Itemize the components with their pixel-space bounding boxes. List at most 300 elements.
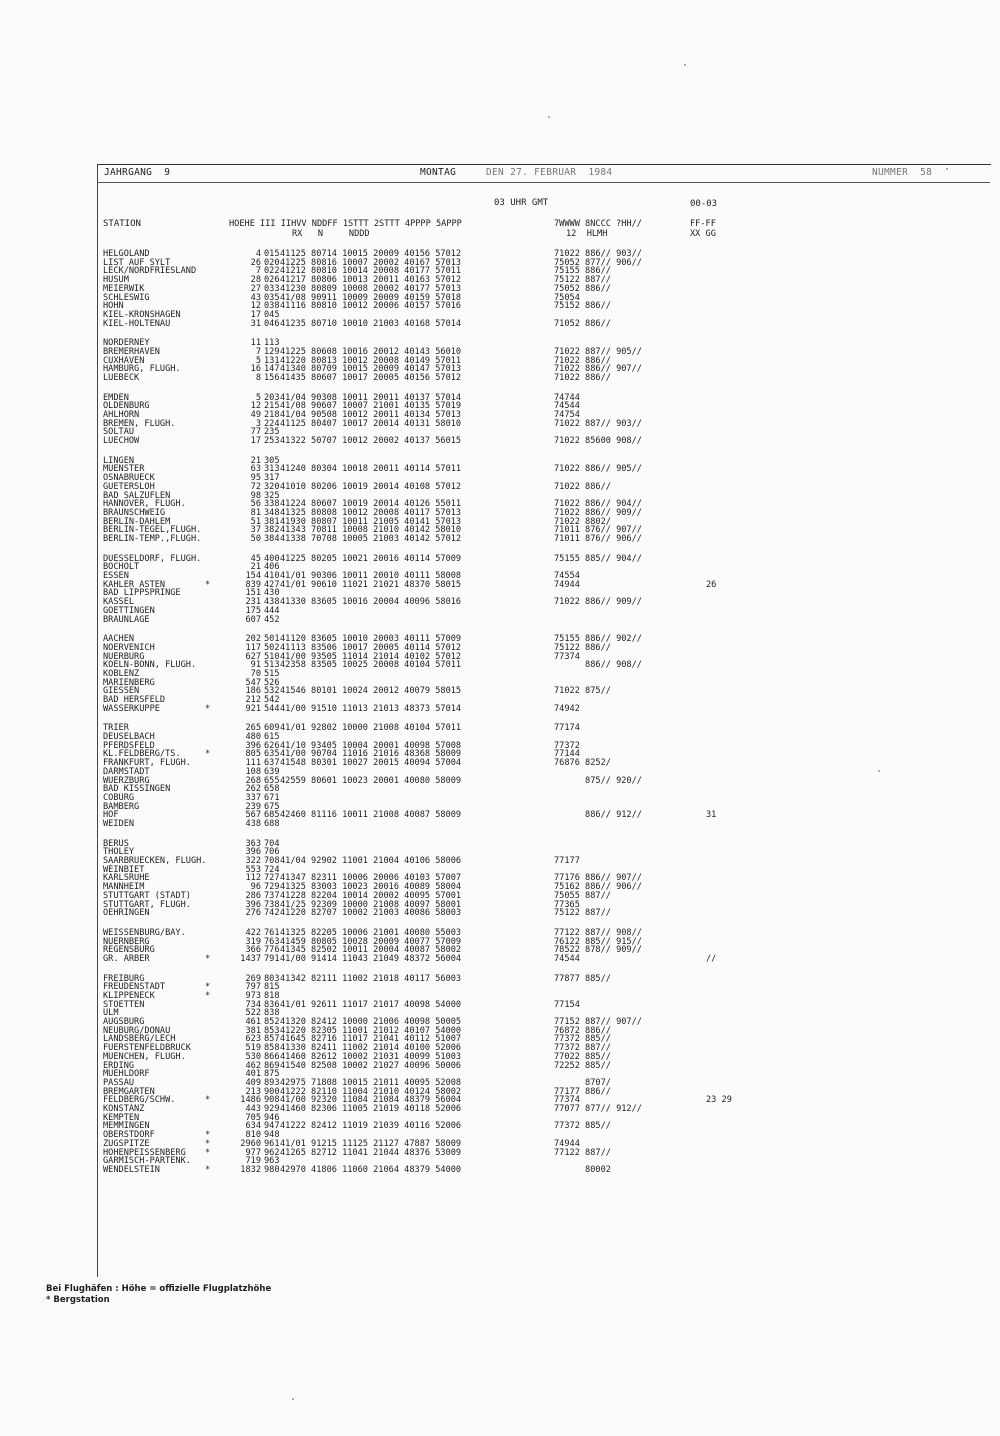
code-groups: 41220 80813 10012 20008 40149 57011 bbox=[280, 355, 462, 366]
station-index: 869 bbox=[264, 1060, 280, 1071]
observation-groups: 74944 bbox=[554, 1138, 580, 1149]
station-height: 154 bbox=[245, 571, 261, 581]
station-height: 27 bbox=[250, 283, 261, 294]
code-groups: 41220 82305 11001 21012 40107 54000 bbox=[280, 1025, 462, 1036]
station-name: NEUBURG/DONAU bbox=[103, 1025, 171, 1036]
station-height: 530 bbox=[245, 1051, 261, 1062]
station-index: 893 bbox=[264, 1077, 280, 1088]
station-name: ERDING bbox=[103, 1060, 135, 1071]
station-name: BERLIN-TEGEL,FLUGH. bbox=[103, 525, 202, 536]
station-height: 409 bbox=[245, 1077, 261, 1088]
observation-groups: 8707/ bbox=[554, 1077, 611, 1088]
code-groups: 41/00 91510 11013 21013 48373 57014 bbox=[280, 703, 462, 714]
station-height: 112 bbox=[245, 873, 261, 884]
observation-groups: 74944 bbox=[554, 579, 580, 590]
observation-groups: 74544 bbox=[554, 401, 580, 412]
station-height: 98 bbox=[250, 490, 261, 501]
station-name: OSNABRUECK bbox=[103, 473, 155, 484]
station-name: HOHENPEISSENBERG bbox=[103, 1147, 186, 1158]
observation-groups: 78522 878// 909// bbox=[554, 945, 642, 956]
mountain-marker: * bbox=[205, 1164, 211, 1175]
station-index: 406 bbox=[264, 562, 280, 573]
station-index: 671 bbox=[264, 792, 280, 803]
code-groups: 41125 80407 10017 20014 40131 58010 bbox=[280, 418, 462, 429]
station-name: AUGSBURG bbox=[103, 1017, 145, 1027]
station-name: OEHRINGEN bbox=[103, 908, 150, 919]
code-groups: 41222 82110 11004 21010 40124 58002 bbox=[280, 1086, 462, 1097]
code-groups: 41546 80101 10024 20012 40079 58015 bbox=[280, 686, 462, 697]
observation-groups: 77122 887// bbox=[554, 1147, 611, 1158]
code-groups: 41225 80816 10007 20002 40167 57013 bbox=[280, 257, 462, 268]
station-name: TRIER bbox=[103, 723, 129, 734]
station-index: 224 bbox=[264, 418, 280, 429]
observation-groups: 71022 875// bbox=[554, 686, 611, 697]
station-name: LUEBECK bbox=[103, 373, 140, 383]
station-column-header: STATION bbox=[103, 219, 141, 229]
station-height: 269 bbox=[245, 973, 261, 984]
station-index: 026 bbox=[264, 275, 280, 286]
observation-groups: 77022 885// bbox=[554, 1051, 611, 1062]
observation-groups: 71022 85600 908// bbox=[554, 436, 642, 447]
station-name: DUESSELDORF, FLUGH. bbox=[103, 553, 202, 564]
code-groups: 42358 83505 10025 20008 40104 57011 bbox=[280, 660, 462, 671]
observation-groups: 74554 bbox=[554, 571, 580, 581]
station-index: 776 bbox=[264, 945, 280, 956]
station-name: NORDERNEY bbox=[103, 338, 150, 349]
station-index: 900 bbox=[264, 1086, 280, 1097]
extra-values: 26 bbox=[706, 579, 717, 590]
station-name: PASSAU bbox=[103, 1077, 135, 1088]
station-name: OBERSTDORF bbox=[103, 1130, 155, 1141]
code-groups: 41330 82411 11002 21014 40100 52006 bbox=[280, 1043, 462, 1054]
station-height: 438 bbox=[245, 819, 261, 829]
code-groups: 42975 71808 10015 21011 40095 52008 bbox=[280, 1077, 462, 1088]
mountain-marker: * bbox=[205, 1138, 211, 1149]
code-groups: 41/04 90508 10012 20011 40134 57013 bbox=[280, 410, 462, 420]
station-index: 215 bbox=[264, 401, 280, 412]
station-name: SAARBRUECKEN, FLUGH. bbox=[103, 856, 207, 866]
station-height: 3 bbox=[255, 418, 261, 429]
code-groups: 41265 82712 11041 21044 48376 53009 bbox=[280, 1147, 462, 1158]
code-groups: 41330 83605 10016 20004 40096 58016 bbox=[280, 597, 462, 608]
station-height: 973 bbox=[245, 990, 261, 1001]
station-height: 26 bbox=[250, 257, 261, 268]
station-index: 046 bbox=[264, 318, 280, 329]
date-label: DEN 27. FEBRUAR 1984 bbox=[486, 167, 613, 178]
station-index: 836 bbox=[264, 999, 280, 1010]
observation-groups: 886// 908// bbox=[554, 660, 642, 671]
station-height: 16 bbox=[250, 364, 261, 375]
station-height: 634 bbox=[245, 1121, 261, 1132]
mountain-marker: * bbox=[205, 1095, 211, 1106]
station-name: KAHLER ASTEN bbox=[103, 579, 166, 590]
station-index: 444 bbox=[264, 605, 280, 616]
code-groups: 42970 41806 11060 21064 48379 54000 bbox=[280, 1164, 462, 1175]
station-name: BERLIN-DAHLEM bbox=[103, 516, 171, 527]
station-height: 921 bbox=[245, 703, 261, 714]
code-groups: 41217 80806 10013 20011 40163 57012 bbox=[280, 275, 462, 286]
code-groups: 41930 80807 10011 21005 40141 57013 bbox=[280, 516, 462, 527]
station-index: 235 bbox=[264, 427, 280, 438]
station-height: 268 bbox=[245, 775, 261, 786]
scan-speck bbox=[292, 1398, 294, 1400]
station-index: 658 bbox=[264, 784, 280, 795]
station-index: 218 bbox=[264, 410, 280, 420]
station-name: SOLTAU bbox=[103, 427, 135, 438]
code-groups: 41225 80608 10016 20012 40143 56010 bbox=[280, 346, 462, 357]
observation-groups: 75052 886// bbox=[554, 283, 611, 294]
observation-groups: 77372 885// bbox=[554, 1121, 611, 1132]
observation-groups: 77152 887// 907// bbox=[554, 1017, 642, 1027]
station-row bbox=[0, 373, 1000, 383]
station-index: 708 bbox=[264, 856, 280, 866]
station-name: BRAUNSCHWEIG bbox=[103, 507, 166, 518]
observation-groups: 75155 886// bbox=[554, 266, 611, 277]
station-index: 410 bbox=[264, 571, 280, 581]
station-height: 810 bbox=[245, 1130, 261, 1141]
observation-groups: 76872 886// bbox=[554, 1025, 611, 1036]
code-groups: 41113 83506 10017 20005 40114 57012 bbox=[280, 642, 462, 653]
station-name: CUXHAVEN bbox=[103, 355, 145, 366]
station-name: WUERZBURG bbox=[103, 775, 150, 786]
observation-groups: 77374 bbox=[554, 651, 580, 662]
station-index: 688 bbox=[264, 819, 280, 829]
station-height: 31 bbox=[250, 318, 261, 329]
code-groups: 41548 80301 10027 20015 40094 57004 bbox=[280, 758, 462, 769]
station-name: GR. ARBER bbox=[103, 953, 150, 964]
observation-groups: 71022 886// bbox=[554, 355, 611, 366]
station-index: 875 bbox=[264, 1069, 280, 1080]
code-groups: 41338 70708 10005 21003 40142 57012 bbox=[280, 534, 462, 544]
station-index: 501 bbox=[264, 634, 280, 645]
observation-groups: 75122 887// bbox=[554, 908, 611, 919]
code-groups: 41/25 92309 10000 21008 40097 58001 bbox=[280, 899, 462, 910]
station-height: 627 bbox=[245, 651, 261, 662]
observation-groups: 71022 887// 903// bbox=[554, 418, 642, 429]
station-name: KIEL-HOLTENAU bbox=[103, 318, 171, 329]
station-height: 480 bbox=[245, 732, 261, 742]
observation-groups: 71022 886// bbox=[554, 373, 611, 383]
code-groups: 41/00 93505 11014 21014 40102 57012 bbox=[280, 651, 462, 662]
code-groups: 41010 80206 10019 20014 40108 57012 bbox=[280, 481, 462, 492]
station-height: 522 bbox=[245, 1008, 261, 1019]
station-index: 542 bbox=[264, 695, 280, 705]
extra-column-subheader: XX GG bbox=[690, 229, 716, 239]
station-index: 313 bbox=[264, 464, 280, 475]
station-name: MEIERWIK bbox=[103, 283, 145, 294]
station-name: WEISSENBURG/BAY. bbox=[103, 927, 186, 938]
code-groups: 41/10 93405 10004 20001 40098 57008 bbox=[280, 740, 462, 751]
mountain-marker: * bbox=[205, 990, 211, 1001]
station-index: 737 bbox=[264, 890, 280, 901]
station-name: HOHN bbox=[103, 301, 124, 312]
station-height: 607 bbox=[245, 614, 261, 625]
code-groups: 41116 80810 10012 20006 40157 57016 bbox=[280, 301, 462, 312]
observation-groups: 72252 885// bbox=[554, 1060, 611, 1071]
station-index: 033 bbox=[264, 283, 280, 294]
station-name: LIST AUF SYLT bbox=[103, 257, 171, 268]
station-index: 129 bbox=[264, 346, 280, 357]
code-groups: 41222 82412 11019 21039 40116 52006 bbox=[280, 1121, 462, 1132]
station-index: 908 bbox=[264, 1095, 280, 1106]
mountain-marker: * bbox=[205, 953, 211, 964]
observation-groups: 71022 886// 904// bbox=[554, 499, 642, 510]
station-index: 045 bbox=[264, 309, 280, 320]
station-name: THOLEY bbox=[103, 847, 135, 858]
code-groups: 41347 82311 10006 20006 40103 57007 bbox=[280, 873, 462, 884]
station-name: LUECHOW bbox=[103, 436, 140, 447]
station-name: GUETERSLOH bbox=[103, 481, 155, 492]
observation-groups: 77877 885// bbox=[554, 973, 611, 984]
station-height: 5 bbox=[255, 355, 261, 366]
code-groups: 41235 80710 10010 21003 40168 57014 bbox=[280, 318, 462, 329]
station-height: 396 bbox=[245, 847, 261, 858]
station-height: 1437 bbox=[240, 953, 261, 964]
station-name: LECK/NORDFRIESLAND bbox=[103, 266, 197, 277]
station-height: 276 bbox=[245, 908, 261, 919]
station-name: KOELN-BONN, FLUGH. bbox=[103, 660, 197, 671]
station-height: 547 bbox=[245, 677, 261, 688]
scan-speck bbox=[684, 64, 686, 66]
station-name: BREMGARTEN bbox=[103, 1086, 155, 1097]
station-height: 262 bbox=[245, 784, 261, 795]
station-index: 761 bbox=[264, 927, 280, 938]
station-row bbox=[0, 436, 1000, 446]
observation-groups: 71022 887// 905// bbox=[554, 346, 642, 357]
observation-groups: 71011 876// 906// bbox=[554, 534, 642, 544]
station-name: HUSUM bbox=[103, 275, 129, 286]
station-name: BREMERHAVEN bbox=[103, 346, 160, 357]
observation-groups: 77177 886// bbox=[554, 1086, 611, 1097]
station-height: 37 bbox=[250, 525, 261, 536]
station-name: BAD SALZUFLEN bbox=[103, 490, 171, 501]
station-height: 175 bbox=[245, 605, 261, 616]
station-name: HELGOLAND bbox=[103, 249, 150, 259]
station-height: 422 bbox=[245, 927, 261, 938]
observation-groups: 77144 bbox=[554, 749, 580, 760]
observation-groups: 71022 886// 909// bbox=[554, 507, 642, 518]
code-column-header: HOEHE III IIHVV NDDFF 1STTT 2STTT 4PPPP 5APPP bbox=[229, 219, 462, 229]
station-index: 626 bbox=[264, 740, 280, 751]
station-index: 020 bbox=[264, 257, 280, 268]
code-groups: 41228 82204 10014 20002 40095 57001 bbox=[280, 890, 462, 901]
station-index: 609 bbox=[264, 723, 280, 734]
station-name: NUERNBERG bbox=[103, 936, 150, 947]
code-groups: 41325 83003 10023 20016 40089 58004 bbox=[280, 882, 462, 893]
station-index: 980 bbox=[264, 1164, 280, 1175]
station-name: DARMSTADT bbox=[103, 766, 150, 777]
station-name: HANNOVER, FLUGH. bbox=[103, 499, 186, 510]
code-groups: 41345 82502 10011 20004 40087 58002 bbox=[280, 945, 462, 956]
station-index: 544 bbox=[264, 703, 280, 714]
extra-values: // bbox=[706, 953, 717, 964]
station-index: 929 bbox=[264, 1104, 280, 1114]
observation-groups: 77374 bbox=[554, 1095, 580, 1106]
station-row bbox=[0, 534, 1000, 544]
station-index: 035 bbox=[264, 292, 280, 303]
scan-speck bbox=[878, 770, 880, 772]
obs-column-header: 7WWWW 8NCCC ?HH// bbox=[554, 219, 642, 229]
scan-speck bbox=[548, 116, 550, 118]
station-name: STUTTGART (STADT) bbox=[103, 890, 191, 901]
observation-groups: 71022 886// bbox=[554, 481, 611, 492]
observation-groups: 74754 bbox=[554, 410, 580, 420]
station-name: FUERSTENFELDBRUCK bbox=[103, 1043, 191, 1054]
station-index: 526 bbox=[264, 677, 280, 688]
observation-groups: 886// 912// bbox=[554, 810, 642, 821]
station-index: 438 bbox=[264, 597, 280, 608]
station-height: 96 bbox=[250, 882, 261, 893]
observation-time: 03 UHR GMT bbox=[494, 198, 549, 208]
code-groups: 41/00 90704 11016 21016 48368 58009 bbox=[280, 749, 462, 760]
code-column-subheader: RX N NDDD bbox=[292, 229, 370, 239]
extra-values: 31 bbox=[706, 810, 717, 821]
station-index: 818 bbox=[264, 990, 280, 1001]
station-height: 17 bbox=[250, 309, 261, 320]
station-name: KARLSRUHE bbox=[103, 873, 150, 884]
station-index: 675 bbox=[264, 801, 280, 812]
station-index: 961 bbox=[264, 1138, 280, 1149]
observation-groups: 76876 8252/ bbox=[554, 758, 611, 769]
mountain-marker: * bbox=[205, 1147, 211, 1158]
station-height: 396 bbox=[245, 740, 261, 751]
station-index: 022 bbox=[264, 266, 280, 277]
station-height: 108 bbox=[245, 766, 261, 777]
observation-groups: 77122 887// 908// bbox=[554, 927, 642, 938]
station-name: FELDBERG/SCHW. bbox=[103, 1095, 176, 1106]
station-name: WEIDEN bbox=[103, 819, 135, 829]
station-index: 704 bbox=[264, 838, 280, 849]
station-height: 21 bbox=[250, 455, 261, 466]
footnote-airports: Bei Flughäfen : Höhe = offizielle Flugplatzhöhe bbox=[46, 1284, 272, 1294]
station-index: 948 bbox=[264, 1130, 280, 1141]
station-index: 858 bbox=[264, 1043, 280, 1054]
code-groups: 41220 82707 10002 21003 40086 58003 bbox=[280, 908, 462, 919]
station-index: 724 bbox=[264, 864, 280, 875]
code-groups: 41340 80709 10015 20009 40147 57013 bbox=[280, 364, 462, 375]
station-name: REGENSBURG bbox=[103, 945, 155, 956]
code-groups: 41125 80714 10015 20009 40156 57012 bbox=[280, 249, 462, 259]
station-height: 337 bbox=[245, 792, 261, 803]
observation-groups: 77365 bbox=[554, 899, 580, 910]
code-groups: 41322 50707 10012 20002 40137 56015 bbox=[280, 436, 462, 447]
code-groups: 41225 80205 10021 20016 40114 57009 bbox=[280, 553, 462, 564]
station-name: FRANKFURT, FLUGH. bbox=[103, 758, 191, 769]
station-height: 63 bbox=[250, 464, 261, 475]
code-groups: 41/00 91414 11043 21049 48372 56004 bbox=[280, 953, 462, 964]
code-groups: 41240 80304 10018 20011 40114 57011 bbox=[280, 464, 462, 475]
observation-groups: 77154 bbox=[554, 999, 580, 1010]
code-groups: 41/08 90607 10007 21001 40135 57019 bbox=[280, 401, 462, 412]
station-height: 1832 bbox=[240, 1164, 261, 1175]
code-groups: 41/01 91215 11125 21127 47887 58009 bbox=[280, 1138, 462, 1149]
observation-groups: 74744 bbox=[554, 392, 580, 403]
station-name: EMDEN bbox=[103, 392, 129, 403]
station-name: MANNHEIM bbox=[103, 882, 145, 893]
station-height: 186 bbox=[245, 686, 261, 697]
code-groups: 41/08 90911 10009 20009 40159 57018 bbox=[280, 292, 462, 303]
observation-groups: 77077 877// 912// bbox=[554, 1104, 642, 1114]
jahrgang-label: JAHRGANG 9 bbox=[104, 167, 171, 178]
station-height: 111 bbox=[245, 758, 261, 769]
station-name: MARIENBERG bbox=[103, 677, 155, 688]
station-row bbox=[0, 908, 1000, 918]
station-height: 72 bbox=[250, 481, 261, 492]
station-index: 338 bbox=[264, 499, 280, 510]
station-index: 317 bbox=[264, 473, 280, 484]
observation-groups: 75162 886// 906// bbox=[554, 882, 642, 893]
station-name: SCHLESWIG bbox=[103, 292, 150, 303]
station-height: 8 bbox=[255, 373, 261, 383]
station-index: 727 bbox=[264, 873, 280, 884]
station-index: 947 bbox=[264, 1121, 280, 1132]
station-height: 12 bbox=[250, 401, 261, 412]
station-index: 853 bbox=[264, 1025, 280, 1036]
observation-groups: 77174 bbox=[554, 723, 580, 734]
observation-groups: 75055 887// bbox=[554, 890, 611, 901]
station-index: 803 bbox=[264, 973, 280, 984]
station-height: 45 bbox=[250, 553, 261, 564]
station-name: WEINBIET bbox=[103, 864, 145, 875]
station-name: BAD KISSINGEN bbox=[103, 784, 171, 795]
obs-column-subheader: 12 HLMH bbox=[566, 229, 608, 239]
station-height: 396 bbox=[245, 899, 261, 910]
station-index: 430 bbox=[264, 588, 280, 599]
observation-groups: 71022 886// 909// bbox=[554, 597, 642, 608]
station-index: 502 bbox=[264, 642, 280, 653]
station-name: KOBLENZ bbox=[103, 668, 140, 679]
station-index: 729 bbox=[264, 882, 280, 893]
station-height: 239 bbox=[245, 801, 261, 812]
station-height: 91 bbox=[250, 660, 261, 671]
station-name: BOCHOLT bbox=[103, 562, 140, 573]
station-row bbox=[0, 319, 1000, 329]
station-height: 567 bbox=[245, 810, 261, 821]
observation-groups: 75052 877// 906// bbox=[554, 257, 642, 268]
station-name: MUENSTER bbox=[103, 464, 145, 475]
station-height: 1486 bbox=[240, 1095, 261, 1106]
observation-groups: 71022 886// 903// bbox=[554, 249, 642, 259]
station-height: 213 bbox=[245, 1086, 261, 1097]
observation-groups: 74544 bbox=[554, 953, 580, 964]
code-groups: 41/01 90306 10011 20010 40111 58008 bbox=[280, 571, 462, 581]
station-index: 615 bbox=[264, 732, 280, 742]
header-rule bbox=[97, 182, 990, 183]
observation-groups: 77177 bbox=[554, 856, 580, 866]
station-row bbox=[0, 615, 1000, 625]
station-name: GIESSEN bbox=[103, 686, 140, 697]
station-height: 81 bbox=[250, 507, 261, 518]
station-name: GOETTINGEN bbox=[103, 605, 155, 616]
station-index: 384 bbox=[264, 534, 280, 544]
station-name: DEUSELBACH bbox=[103, 732, 155, 742]
station-name: WENDELSTEIN bbox=[103, 1164, 160, 1175]
station-height: 623 bbox=[245, 1034, 261, 1045]
station-height: 401 bbox=[245, 1069, 261, 1080]
observation-groups: 75122 887// bbox=[554, 275, 611, 286]
station-height: 151 bbox=[245, 588, 261, 599]
code-groups: 41343 70811 10008 21010 40142 58010 bbox=[280, 525, 462, 536]
station-name: ULM bbox=[103, 1008, 119, 1019]
mountain-marker: * bbox=[205, 982, 211, 993]
code-groups: 41212 80810 10014 20008 40177 57011 bbox=[280, 266, 462, 277]
code-groups: 41342 82111 11002 21018 40117 56003 bbox=[280, 973, 462, 984]
station-row bbox=[0, 954, 1000, 964]
station-name: BAD HERSFELD bbox=[103, 695, 166, 705]
station-name: NOERVENICH bbox=[103, 642, 155, 653]
code-groups: 41460 82306 11005 21019 40118 52006 bbox=[280, 1104, 462, 1114]
observation-groups: 71011 876// 907// bbox=[554, 525, 642, 536]
